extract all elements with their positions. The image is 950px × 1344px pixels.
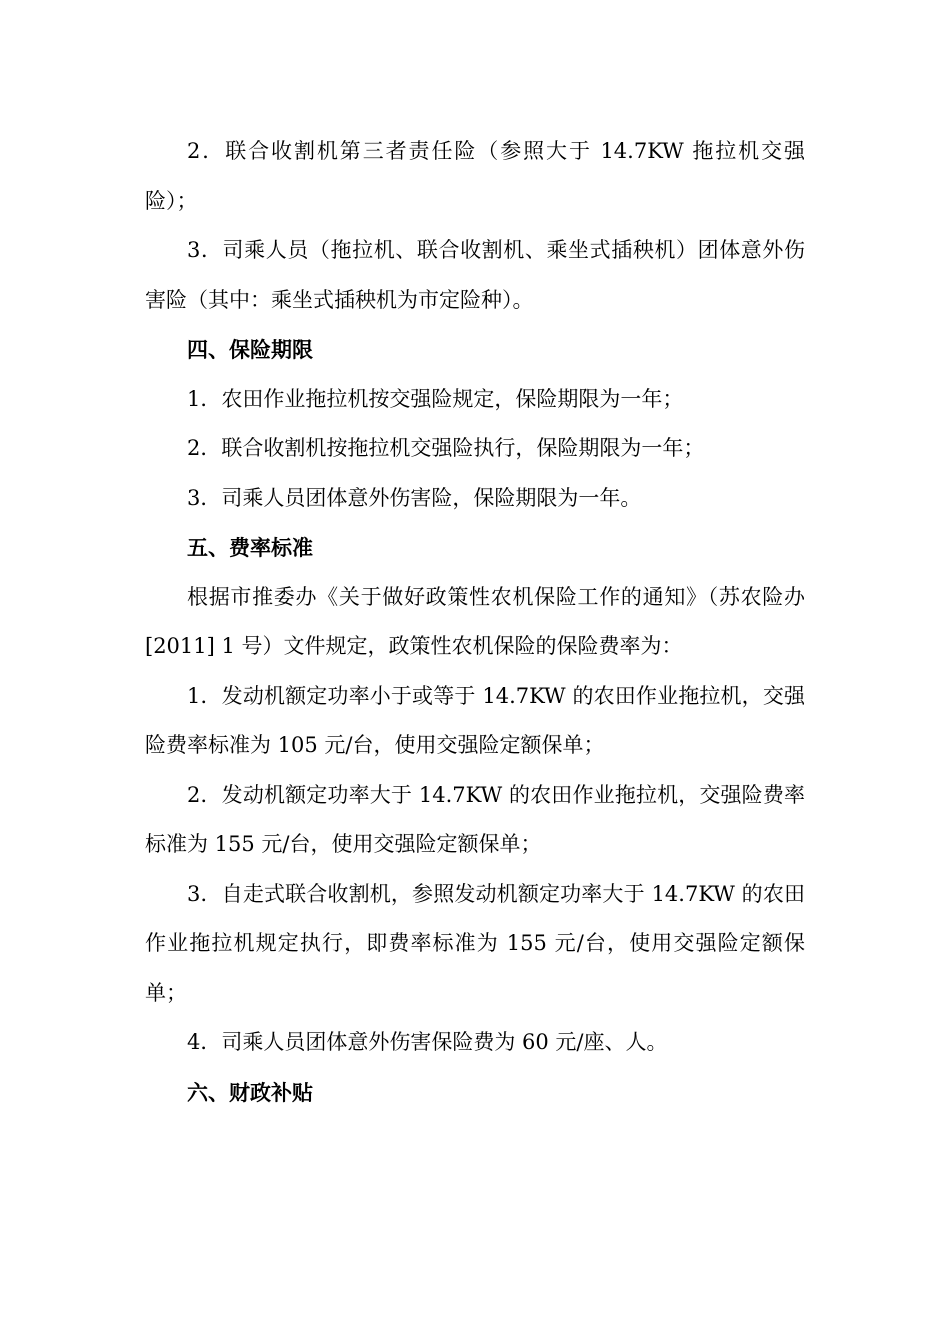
section-heading-fiscal-subsidy: 六、财政补贴 <box>187 1079 313 1105</box>
document-body <box>145 127 805 1117</box>
paragraph-period-group-accident: 3．司乘人员团体意外伤害险，保险期限为一年。 <box>187 485 642 510</box>
paragraph-period-tractor: 1．农田作业拖拉机按交强险规定，保险期限为一年； <box>187 386 684 411</box>
section-heading-rate-standard: 五、费率标准 <box>187 535 313 560</box>
paragraph-period-harvester: 2．联合收割机按拖拉机交强险执行，保险期限为一年； <box>187 436 705 460</box>
paragraph-rate-large-tractor: 2．发动机额定功率大于 14.7KW 的农田作业拖拉机，交强险费率标准为 155 元/台，使用交强险定额保单； <box>145 782 805 856</box>
paragraph-item-3-group-accident: 3．司乘人员（拖拉机、联合收割机、乘坐式插秧机）团体意外伤害险（其中：乘坐式插秧机为市定险种）。 <box>145 238 805 312</box>
paragraph-item-2-harvester-liability: 2．联合收割机第三者责任险（参照大于 14.7KW 拖拉机交强险）； <box>145 139 805 213</box>
paragraph-rate-harvester: 3．自走式联合收割机，参照发动机额定功率大于 14.7KW 的农田作业拖拉机规定执行，即费率标准为 155 元/台，使用交强险定额保单； <box>145 881 805 1005</box>
paragraph-rate-small-tractor: 1．发动机额定功率小于或等于 14.7KW 的农田作业拖拉机，交强险费率标准为 105 元/台，使用交强险定额保单； <box>145 683 805 757</box>
section-heading-insurance-period: 四、保险期限 <box>187 337 313 362</box>
paragraph-rate-group-accident: 4．司乘人员团体意外伤害保险费为 60 元/座、人。 <box>187 1030 668 1054</box>
paragraph-rate-intro: 根据市推委办《关于做好政策性农机保险工作的通知》（苏农险办[2011] 1 号）文件规定，政策性农机保险的保险费率为： <box>145 584 805 658</box>
